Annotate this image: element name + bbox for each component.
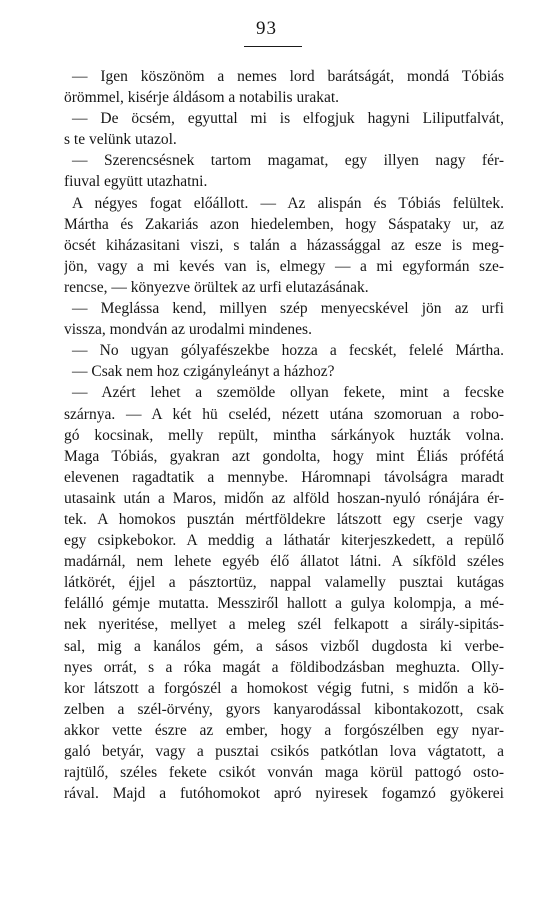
text-line: Maga Tóbiás, gyakran azt gondolta, hogy mint Éliás prófétá [64, 447, 504, 465]
text-line: jön, vagy a mi kevés van is, elmegy — a mi egyformán sze- [64, 257, 504, 275]
text-line: rával. Majd a futóhomokot apró nyiresek fogamzó gyökerei [64, 785, 504, 803]
text-line: gó kocsinak, melly repült, mintha sárkányok huzták volna. [64, 426, 504, 444]
page-number: 93 [256, 18, 277, 39]
text-line: madárnál, nem lehete egyéb élő állatot látni. A síkföld széles [64, 553, 504, 571]
text-line: felálló gémje mutatta. Messziről hallott a gulya kolompja, a mé- [64, 595, 504, 613]
text-line: — De öcsém, egyuttal mi is elfogjuk hagyni Liliputfalvát, [72, 110, 504, 128]
text-line: A négyes fogat előállott. — Az alispán és Tóbiás felültek. [72, 194, 504, 212]
text-line: sal, mig a kanálos gém, a sásos vizből dugdosta ki verbe- [64, 637, 504, 655]
text-line: — Azért lehet a szemölde ollyan fekete, mint a fecske [72, 384, 504, 402]
text-line: tek. A homokos pusztán mértföldekre látszott egy cserje vagy [64, 510, 504, 528]
header-rule [244, 46, 302, 47]
text-line: — Meglássa kend, millyen szép menyecskével jön az urfi [72, 300, 504, 318]
text-line: akkor vette észre az ember, hogy a forgószélben egy nyar- [64, 721, 504, 739]
text-line: nek nyeritése, mellyet a meleg szél felkapott a sirály-sipitás- [64, 616, 504, 634]
text-line: öcsét kiházasitani viszi, s talán a házassággal az esze is meg- [64, 236, 504, 254]
text-line: kor látszott a forgószél a homokost végig futni, s midőn a kö- [64, 679, 504, 697]
text-line: galó betyár, vagy a pusztai csikós patkótlan lova vágtatott, a [64, 743, 504, 760]
text-line: — Csak nem hoz czigányleányt a házhoz? [72, 363, 335, 381]
body-text [64, 66, 504, 804]
text-line: szárnya. — A két hü cseléd, nézett utána szomoruan a robo- [64, 405, 504, 423]
text-line: rajtülő, széles fekete csikót vonván maga körül pattogó osto- [64, 764, 504, 782]
text-line: — No ugyan gólyafészekbe hozza a fecskét, felelé Mártha. [72, 342, 504, 360]
text-line: rencse, — könyezve örültek az urfi elutazásának. [64, 278, 369, 296]
text-line: zelben a szél-örvény, gyors kanyarodással kibontakozott, csak [64, 700, 504, 718]
text-line: látkörét, éjjel a pásztortüz, nappal valamelly pusztai kutágas [64, 574, 504, 592]
text-line: — Igen köszönöm a nemes lord barátságát, mondá Tóbiás [72, 68, 504, 85]
text-line: Mártha és Zakariás azon hiedelemben, hogy Sáspataky ur, az [64, 215, 504, 233]
text-line: vissza, mondván az urodalmi mindenes. [64, 321, 312, 339]
text-line: — Szerencsésnek tartom magamat, egy illyen nagy fér- [72, 152, 504, 170]
text-line: s te velünk utazol. [64, 131, 177, 149]
text-line: fiuval együtt utazhatni. [64, 173, 208, 191]
text-line: elevenen ragadtatik a mennybe. Háromnapi távolságra maradt [64, 468, 504, 486]
text-line: egy csipkebokor. A meddig a láthatár kiterjeszkedett, a repülő [64, 532, 504, 550]
text-line: örömmel, kisérje áldásom a notabilis urakat. [64, 89, 340, 107]
text-line: utasaink után a Maros, midőn az alföld hoszan-nyuló rónájára ér- [64, 489, 504, 507]
text-line: nyes orrát, s a róka magát a földibodzásban meghuzta. Olly- [64, 658, 504, 676]
